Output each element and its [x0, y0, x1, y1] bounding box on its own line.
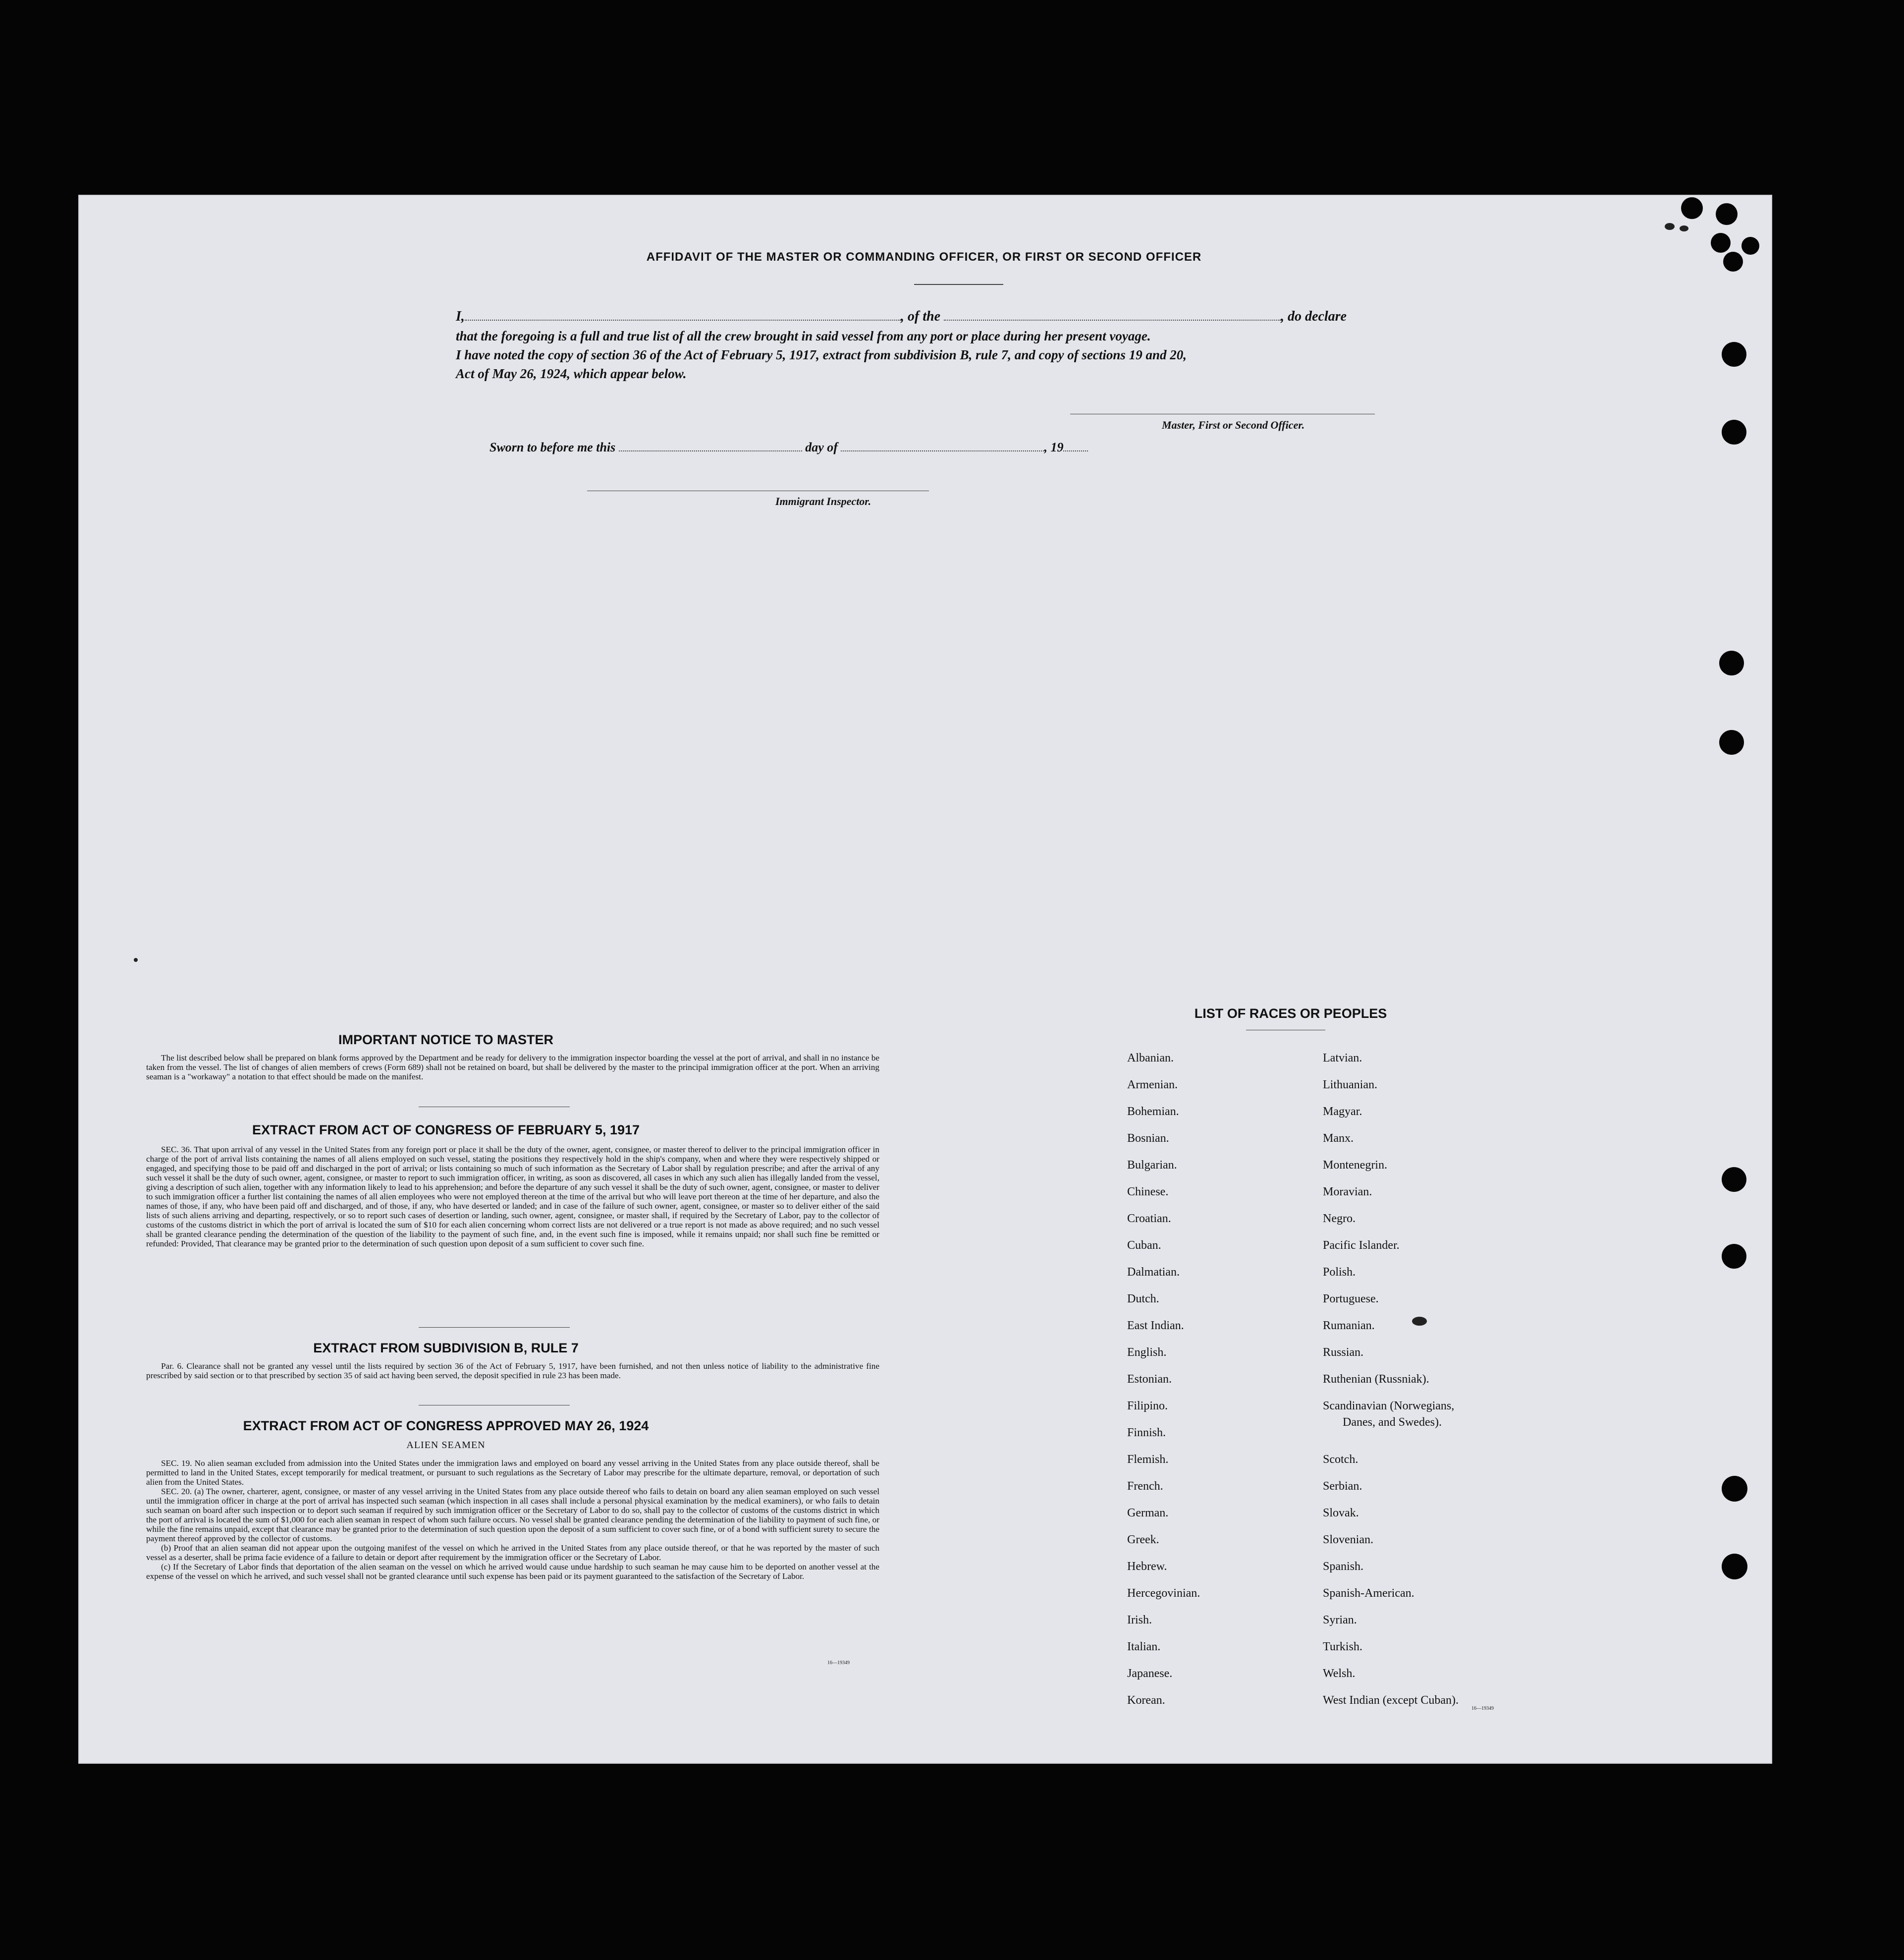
affidavit-do-declare: , do declare [1281, 309, 1347, 324]
race-item: Armenian. [1127, 1078, 1178, 1091]
act-1924-text [146, 1458, 879, 1581]
act-1917-text [146, 1145, 879, 1248]
sec-19-paragraph: SEC. 19. No alien seaman excluded from admission into the United States under the immigration laws and employed on board any vessel arriving in the United States from any place outside thereof, shall be permitted to land in the United States, except temporarily for medical treatment, or pursuant to such regulations as the Secretary of Labor may prescribe for the ultimate departure, removal, or deportation of such alien from the United States. [146, 1458, 879, 1487]
notice-text [146, 1053, 879, 1081]
ink-speck [1680, 225, 1688, 231]
race-item: Syrian. [1323, 1614, 1357, 1626]
day-of-text: day of [805, 440, 838, 454]
race-item: Slovenian. [1323, 1533, 1373, 1546]
sworn-text: Sworn to before me this [490, 440, 616, 454]
affidavit-line-1 [456, 309, 1347, 325]
race-item: Turkish. [1323, 1640, 1362, 1653]
race-item: Portuguese. [1323, 1292, 1379, 1305]
race-item: Magyar. [1323, 1105, 1362, 1118]
race-item: Japanese. [1127, 1667, 1173, 1680]
race-item: Spanish. [1323, 1560, 1364, 1573]
race-item: English. [1127, 1346, 1167, 1359]
race-item: Bosnian. [1127, 1132, 1169, 1145]
punch-hole [1716, 203, 1738, 225]
race-item: Croatian. [1127, 1212, 1171, 1225]
race-item: Latvian. [1323, 1052, 1362, 1064]
race-item: East Indian. [1127, 1319, 1184, 1332]
punch-hole [1722, 420, 1746, 445]
race-item: Lithuanian. [1323, 1078, 1377, 1091]
race-item: Dalmatian. [1127, 1266, 1180, 1279]
race-item: Albanian. [1127, 1052, 1174, 1064]
affidavit-line-2: that the foregoing is a full and true list of all the crew brought in said vessel from any port or place during her present voyage. [456, 329, 1151, 343]
race-item: Cuban. [1127, 1239, 1161, 1252]
sworn-line [490, 440, 1088, 455]
race-item: Montenegrin. [1323, 1159, 1387, 1172]
punch-hole [1722, 1167, 1746, 1192]
race-item: Negro. [1323, 1212, 1356, 1225]
punch-hole [1711, 233, 1731, 253]
race-item: Russian. [1323, 1346, 1364, 1359]
race-item: Ruthenian (Russniak). [1323, 1373, 1429, 1386]
sworn-day-blank[interactable] [619, 450, 802, 451]
race-item: Hercegovinian. [1127, 1587, 1200, 1600]
race-item: German. [1127, 1507, 1169, 1519]
notice-paragraph: The list described below shall be prepared on blank forms approved by the Department and be ready for delivery to the immigration inspector boarding the vessel at the port of arrival, and shall in no instance be taken from the vessel. The list of changes of alien members of crews (Form 689) shall not be retained on board, but shall be delivered by the master to the principal immigration officer at the port. When an arriving seaman is a "workaway" a notation to that effect should be made on the manifest. [146, 1053, 879, 1081]
punch-hole [1681, 197, 1703, 219]
punch-hole [1722, 1244, 1746, 1269]
ink-speck [1665, 223, 1675, 230]
act-1917-title: EXTRACT FROM ACT OF CONGRESS OF FEBRUARY 5, 1917 [252, 1122, 640, 1137]
year-text: , 19 [1044, 440, 1064, 454]
sworn-year-blank[interactable] [1063, 450, 1088, 451]
punch-hole [1741, 237, 1759, 255]
race-item: Pacific Islander. [1323, 1239, 1400, 1252]
race-item: Finnish. [1127, 1426, 1166, 1439]
punch-hole [1723, 252, 1743, 272]
race-item: Bulgarian. [1127, 1159, 1177, 1172]
affidavit-i: I, [456, 309, 465, 324]
race-item: Irish. [1127, 1614, 1152, 1626]
inspector-label: Immigrant Inspector. [775, 495, 871, 507]
act-1917-paragraph: SEC. 36. That upon arrival of any vessel in the United States from any foreign port or place it shall be the duty of the owner, agent, consignee, or master thereof to deliver to the principal immigration officer in charge of the port of arrival lists containing the names of all aliens employed on such vessel, stating the positions they respectively hold in the ship's company, when and where they were respectively shipped or engaged, and specifying those to be paid off and discharged in the port of arrival; or lists containing so much of such information as the Secretary of Labor shall by regulation prescribe; and after the arrival of any such vessel it shall be the duty of such owner, agent, consignee, or master to report to such immigration officer, in writing, as soon as discovered, all cases in which any such alien has illegally landed from the vessel, giving a description of such alien, together with any information likely to lead to his apprehension; and before the departure of any such vessel it shall be the duty of such owner, agent, consignee, or master to deliver to such immigration officer a further list containing the names of all alien employees who were not employed thereon at the time of the arrival but who will leave port thereon at the time of her departure, and also the names of those, if any, who have been paid off and discharged, and of those, if any, who have deserted or landed; and in case of the failure of such owner, agent, consignee, or master so to deliver either of the said lists of such aliens arriving and departing, respectively, or so to report such cases of desertion or landing, such owner, agent, consignee, or master shall, if required by the Secretary of Labor, pay to the collector of customs of the customs district in which the port of arrival is located the sum of $10 for each alien concerning whom correct lists are not delivered or a true report is not made as above required; and no such vessel shall be granted clearance pending the determination of the question of the liability to the payment of such fine, and, in the event such fine is imposed, while it remains unpaid; nor shall such fine be remitted or refunded: Provided, That clearance may be granted prior to the determination of such question upon deposit of a sum sufficient to cover such fine. [146, 1145, 879, 1248]
punch-hole [1722, 1554, 1747, 1579]
affidavit-line-3: I have noted the copy of section 36 of the Act of February 5, 1917, extract from subdivision B, rule 7, and copy of sections 19 and 20, [456, 347, 1187, 362]
race-item: Italian. [1127, 1640, 1161, 1653]
race-item: Danes, and Swedes). [1343, 1416, 1442, 1429]
race-item: Moravian. [1323, 1185, 1372, 1198]
race-item: Serbian. [1323, 1480, 1362, 1493]
races-title: LIST OF RACES OR PEOPLES [1194, 1006, 1387, 1021]
race-item: Polish. [1323, 1266, 1356, 1279]
race-item: Estonian. [1127, 1373, 1172, 1386]
race-item: Bohemian. [1127, 1105, 1179, 1118]
race-item: Hebrew. [1127, 1560, 1167, 1573]
vessel-blank[interactable] [944, 320, 1281, 321]
officer-label: Master, First or Second Officer. [1162, 419, 1305, 431]
rule-7-title: EXTRACT FROM SUBDIVISION B, RULE 7 [313, 1341, 579, 1355]
title-rule [914, 284, 1003, 285]
punch-hole [1722, 342, 1746, 367]
punch-hole [1719, 651, 1744, 675]
race-item: Rumanian. [1323, 1319, 1375, 1332]
race-item: Slovak. [1323, 1507, 1359, 1519]
sec-20a-paragraph: SEC. 20. (a) The owner, charterer, agent, consignee, or master of any vessel arriving in the United States from any place outside thereof who fails to detain on board any alien seaman employed on such vessel until the immigration officer in charge at the port of arrival has inspected such seaman (which inspection in all cases shall include a personal physical examination by the medical examiners), or who fails to detain such seaman on board after such inspection or to deport such seaman if required by such immigration officer or the Secretary of Labor to do so, shall pay to the collector of customs of the customs district in which the port of arrival is located the sum of $1,000 for each alien seaman in respect of whom such failure occurs. No vessel shall be granted clearance pending the determination of the liability to payment of such fine, or while the fine remains unpaid, except that clearance may be granted prior to the determination of such question upon the deposit of a sum sufficient to cover such fine, or of a bond with sufficient surety to secure the payment thereof approved by the collector of customs. [146, 1487, 879, 1543]
sworn-month-blank[interactable] [841, 450, 1044, 451]
alien-seamen-heading: ALIEN SEAMEN [406, 1440, 486, 1451]
race-item: Spanish-American. [1323, 1587, 1414, 1600]
race-item: Greek. [1127, 1533, 1159, 1546]
name-blank[interactable] [465, 320, 901, 321]
affidavit-title: AFFIDAVIT OF THE MASTER OR COMMANDING OFFICER, OR FIRST OR SECOND OFFICER [646, 250, 1202, 264]
affidavit-of-the: , of the [900, 309, 941, 324]
punch-hole [1722, 1476, 1747, 1502]
notice-title: IMPORTANT NOTICE TO MASTER [338, 1032, 553, 1047]
ink-speck [134, 958, 138, 962]
sec-20c-paragraph: (c) If the Secretary of Labor finds that deportation of the alien seaman on the vessel on which he arrived would cause undue hardship to such seaman he may cause him to be deported on another vessel at the expense of the vessel on which he arrived, and such vessel shall not be granted clearance until such expense has been paid or its payment guaranteed to the satisfaction of the Secretary of Labor. [146, 1562, 879, 1581]
race-item: Welsh. [1323, 1667, 1356, 1680]
race-item: Korean. [1127, 1694, 1165, 1707]
race-item: Manx. [1323, 1132, 1354, 1145]
punch-hole [1719, 730, 1744, 755]
form-number-right: 16—19349 [1471, 1706, 1494, 1711]
race-item: Chinese. [1127, 1185, 1169, 1198]
rule-2 [419, 1327, 570, 1328]
race-item: Filipino. [1127, 1400, 1168, 1412]
race-item: Scandinavian (Norwegians, [1323, 1400, 1455, 1412]
race-item: Dutch. [1127, 1292, 1159, 1305]
race-item: West Indian (except Cuban). [1323, 1694, 1459, 1707]
act-1924-title: EXTRACT FROM ACT OF CONGRESS APPROVED MAY 26, 1924 [243, 1418, 649, 1433]
rule-7-text [146, 1361, 879, 1380]
affidavit-line-4: Act of May 26, 1924, which appear below. [456, 366, 687, 381]
race-item: Scotch. [1323, 1453, 1359, 1466]
sec-20b-paragraph: (b) Proof that an alien seaman did not appear upon the outgoing manifest of the vessel on which he arrived in the United States from any place outside thereof, or that he was reported by the master of such vessel as a deserter, shall be prima facie evidence of a failure to detain or deport after requirement by the immigration officer or the Secretary of Labor. [146, 1543, 879, 1562]
race-item: French. [1127, 1480, 1163, 1493]
race-item: Flemish. [1127, 1453, 1169, 1466]
form-number-left: 16—19349 [827, 1660, 850, 1666]
ink-speck [1412, 1317, 1427, 1326]
document-sheet [78, 195, 1772, 1764]
rule-7-paragraph: Par. 6. Clearance shall not be granted any vessel until the lists required by section 36 of the Act of February 5, 1917, have been furnished, and not then unless notice of liability to the administrative fine prescribed by said section or to that prescribed by section 35 of said act having been served, the deposit specified in rule 23 has been made. [146, 1361, 879, 1380]
